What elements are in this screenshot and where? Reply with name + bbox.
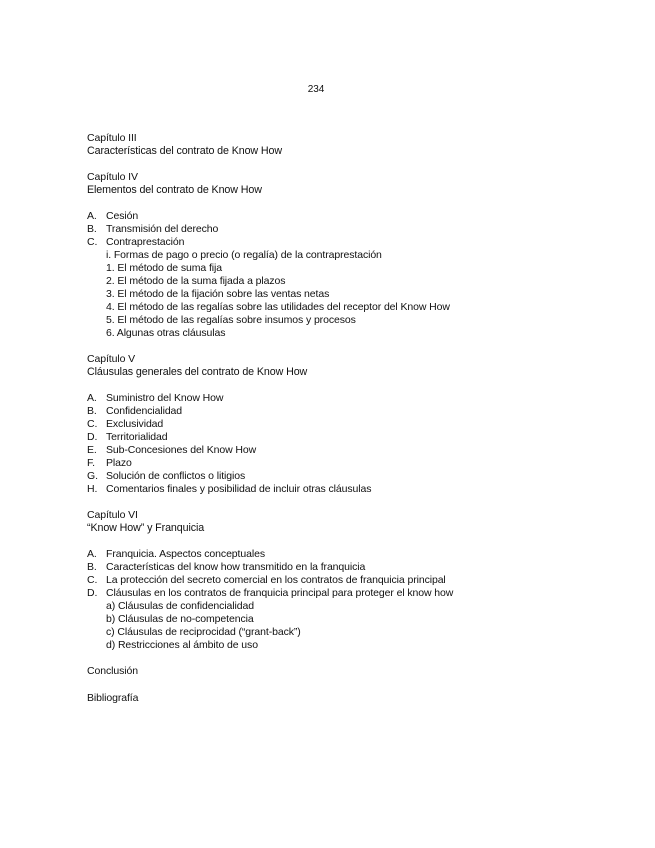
page-number: 234: [307, 84, 325, 95]
sub-item: 6. Algunas otras cláusulas: [106, 327, 226, 339]
item-letter: H.: [87, 483, 98, 495]
item-text: Cláusulas en los contratos de franquicia principal para proteger el know how: [106, 587, 454, 599]
item-letter: B.: [87, 223, 97, 235]
item-letter: D.: [87, 431, 98, 443]
item-letter: A.: [87, 548, 97, 560]
sub-item: 5. El método de las regalías sobre insumos y procesos: [106, 314, 356, 326]
conclusion-heading: Conclusión: [87, 665, 138, 677]
item-letter: C.: [87, 574, 98, 586]
item-text: Contraprestación: [106, 236, 185, 248]
chapter-4-heading: [87, 171, 607, 197]
chapter-label: Capítulo III: [87, 132, 137, 144]
chapter-title: Elementos del contrato de Know How: [87, 184, 262, 196]
chapter-3-heading: [87, 132, 607, 158]
item-text: Suministro del Know How: [106, 392, 224, 404]
list-item: [87, 483, 607, 496]
chapter-6-items: [87, 548, 607, 652]
table-of-contents: [87, 132, 607, 719]
list-item: [87, 587, 607, 600]
list-item: [87, 574, 607, 587]
bibliography-heading: Bibliografía: [87, 692, 139, 704]
sub-item: i. Formas de pago o precio (o regalía) de la contraprestación: [106, 249, 382, 261]
chapter-title: Cláusulas generales del contrato de Know How: [87, 366, 308, 378]
item-text: Solución de conflictos o litigios: [106, 470, 246, 482]
sub-item: 4. El método de las regalías sobre las utilidades del receptor del Know How: [106, 301, 450, 313]
list-item: [87, 431, 607, 444]
list-item: [87, 561, 607, 574]
item-text: Sub-Concesiones del Know How: [106, 444, 257, 456]
sub-item: 1. El método de suma fija: [106, 262, 222, 274]
item-text: Cesión: [106, 210, 139, 222]
item-text: Territorialidad: [106, 431, 168, 443]
item-letter: D.: [87, 587, 98, 599]
item-text: Franquicia. Aspectos conceptuales: [106, 548, 265, 560]
item-letter: A.: [87, 210, 97, 222]
item-letter: B.: [87, 561, 97, 573]
chapter-5-heading: [87, 353, 607, 379]
item-text: Exclusividad: [106, 418, 164, 430]
item-text: Confidencialidad: [106, 405, 183, 417]
list-item: [87, 210, 607, 223]
sub-item: d) Restricciones al ámbito de uso: [106, 639, 258, 651]
chapter-title: Características del contrato de Know How: [87, 145, 282, 157]
chapter-5-items: [87, 392, 607, 496]
item-letter: G.: [87, 470, 98, 482]
item-letter: B.: [87, 405, 97, 417]
list-item: [87, 418, 607, 431]
list-item: [87, 470, 607, 483]
sub-item: c) Cláusulas de reciprocidad (“grant-back”): [106, 626, 301, 638]
item-text: Comentarios finales y posibilidad de incluir otras cláusulas: [106, 483, 372, 495]
item-letter: A.: [87, 392, 97, 404]
chapter-label: Capítulo VI: [87, 509, 138, 521]
sub-item: a) Cláusulas de confidencialidad: [106, 600, 254, 612]
chapter-title: “Know How” y Franquicia: [87, 522, 205, 534]
sub-item: b) Cláusulas de no-competencia: [106, 613, 254, 625]
list-item: [87, 405, 607, 418]
item-letter: C.: [87, 236, 98, 248]
list-item: [87, 548, 607, 561]
chapter-4-items: [87, 210, 607, 340]
item-text: Plazo: [106, 457, 132, 469]
item-text: La protección del secreto comercial en los contratos de franquicia principal: [106, 574, 446, 586]
list-item: [87, 236, 607, 249]
chapter-label: Capítulo IV: [87, 171, 138, 183]
item-letter: E.: [87, 444, 97, 456]
item-letter: C.: [87, 418, 98, 430]
chapter-6-heading: [87, 509, 607, 535]
item-text: Características del know how transmitido en la franquicia: [106, 561, 366, 573]
sub-item: 3. El método de la fijación sobre las ventas netas: [106, 288, 330, 300]
list-item: [87, 392, 607, 405]
sub-item: 2. El método de la suma fijada a plazos: [106, 275, 286, 287]
list-item: [87, 457, 607, 470]
item-text: Transmisión del derecho: [106, 223, 219, 235]
list-item: [87, 444, 607, 457]
list-item: [87, 223, 607, 236]
chapter-label: Capítulo V: [87, 353, 136, 365]
item-letter: F.: [87, 457, 95, 469]
